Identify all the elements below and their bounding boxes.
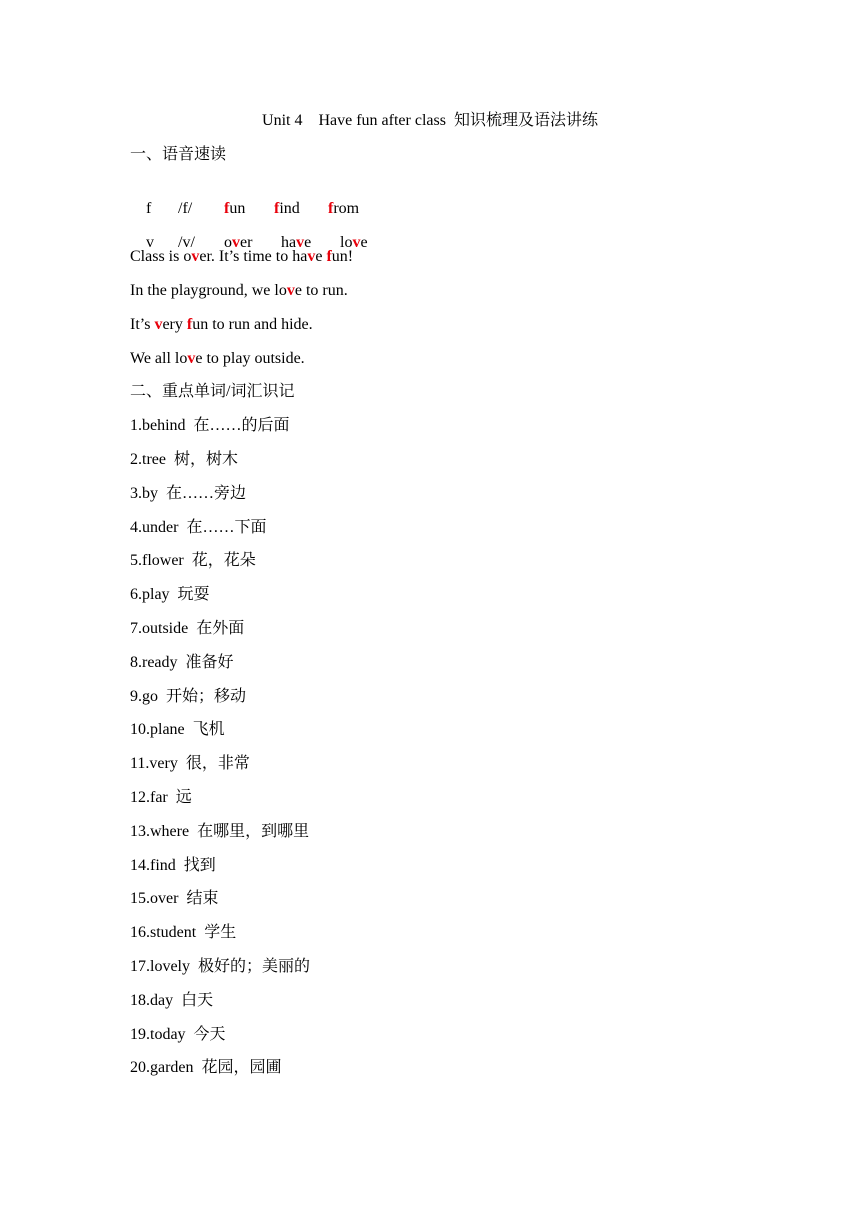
vocab-item: 9.go 开始；移动 bbox=[130, 688, 247, 705]
phonics-word: find bbox=[274, 200, 300, 217]
chant-line: Class is over. It’s time to have fun! bbox=[130, 248, 354, 265]
vocab-item: 8.ready 准备好 bbox=[130, 654, 234, 671]
section-heading-phonics: 一、语音速读 bbox=[130, 146, 227, 163]
vocab-item: 19.today 今天 bbox=[130, 1026, 226, 1043]
phonics-letter: v bbox=[146, 234, 154, 251]
vocab-item: 12.far 远 bbox=[130, 789, 192, 806]
vocab-item: 5.flower 花，花朵 bbox=[130, 552, 256, 569]
chant-line: We all love to play outside. bbox=[130, 350, 305, 367]
phonics-word: over bbox=[224, 234, 253, 251]
vocab-item: 20.garden 花园，园圃 bbox=[130, 1059, 282, 1076]
phonics-word: from bbox=[328, 200, 360, 217]
phonics-word: fun bbox=[224, 200, 246, 217]
phonics-letter: f bbox=[146, 200, 152, 217]
vocab-item: 14.find 找到 bbox=[130, 857, 216, 874]
phonics-word: have bbox=[281, 234, 312, 251]
document-title: Unit 4 Have fun after class 知识梳理及语法讲练 bbox=[262, 112, 598, 129]
vocab-item: 15.over 结束 bbox=[130, 890, 219, 907]
vocab-item: 3.by 在……旁边 bbox=[130, 485, 247, 502]
vocab-item: 18.day 白天 bbox=[130, 992, 214, 1009]
vocab-item: 4.under 在……下面 bbox=[130, 519, 267, 536]
vocab-item: 10.plane 飞机 bbox=[130, 721, 225, 738]
phonics-ipa: /v/ bbox=[178, 234, 195, 251]
vocab-item: 13.where 在哪里，到哪里 bbox=[130, 823, 310, 840]
vocab-item: 11.very 很，非常 bbox=[130, 755, 250, 772]
chant-line: It’s very fun to run and hide. bbox=[130, 316, 313, 333]
chant-line: In the playground, we love to run. bbox=[130, 282, 348, 299]
phonics-word: love bbox=[340, 234, 368, 251]
vocab-item: 2.tree 树，树木 bbox=[130, 451, 238, 468]
vocab-item: 7.outside 在外面 bbox=[130, 620, 245, 637]
vocab-item: 17.lovely 极好的；美丽的 bbox=[130, 958, 311, 975]
phonics-ipa: /f/ bbox=[178, 200, 193, 217]
vocab-item: 6.play 玩耍 bbox=[130, 586, 210, 603]
vocab-item: 1.behind 在……的后面 bbox=[130, 417, 290, 434]
vocab-item: 16.student 学生 bbox=[130, 924, 237, 941]
section-heading-vocabulary: 二、重点单词/词汇识记 bbox=[130, 383, 295, 400]
